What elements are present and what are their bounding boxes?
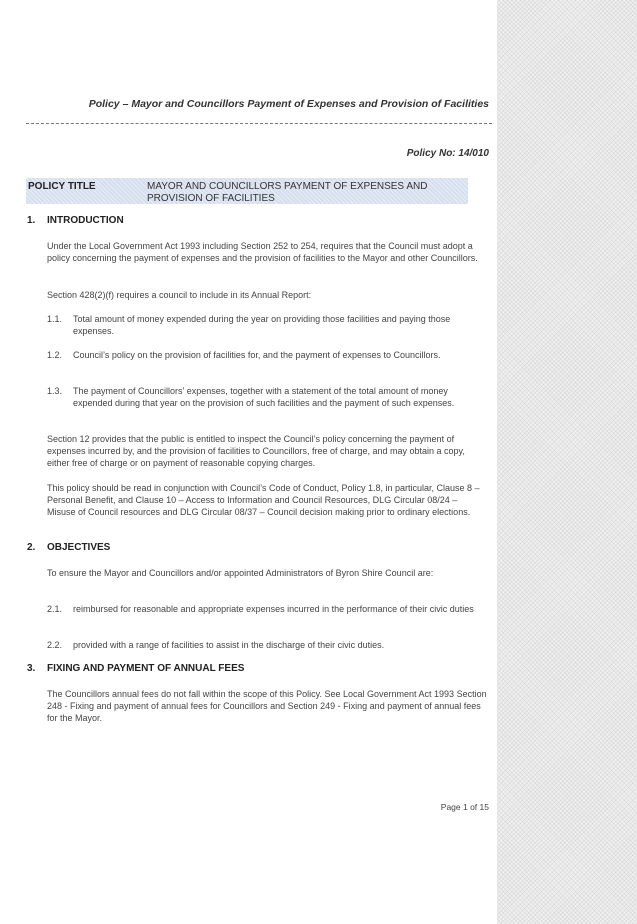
section-heading-fees	[27, 663, 244, 674]
list-item-text: provided with a range of facilities to assist in the discharge of their civic duties.	[73, 640, 385, 650]
section-heading-objectives	[27, 542, 110, 553]
paragraph: Section 428(2)(f) requires a council to include in its Annual Report:	[47, 290, 312, 300]
paragraph: Section 12 provides that the public is entitled to inspect the Council’s policy concerning the payment of expenses incurred by, and the provision of facilities to Councillors, free of charge, and may obtain a copy, either free of charge or on payment of reasonable copying charges.	[47, 434, 465, 468]
policy-title-value: MAYOR AND COUNCILLORS PAYMENT OF EXPENSES AND PROVISION OF FACILITIES	[147, 181, 428, 204]
list-item	[47, 385, 487, 409]
page-number: Page 1 of 15	[440, 802, 489, 812]
paragraph: Under the Local Government Act 1993 including Section 252 to 254, requires that the Council must adopt a policy concerning the payment of expenses and the provision of facilities to the Mayor and other Councillors.	[47, 241, 478, 263]
list-item	[47, 313, 487, 337]
list-item-number: 2.1.	[47, 604, 63, 614]
paragraph: To ensure the Mayor and Councillors and/or appointed Administrators of Byron Shire Council are:	[47, 568, 434, 578]
section-title: OBJECTIVES	[47, 542, 111, 553]
header-divider	[26, 123, 492, 124]
list-item	[47, 639, 487, 651]
paragraph: The Councillors annual fees do not fall within the scope of this Policy. See Local Government Act 1993 Section 248 - Fixing and payment of annual fees for Councillors and Section 249 - Fixing and payment of annual fees for the Mayor.	[47, 689, 487, 723]
list-item-text: Council’s policy on the provision of facilities for, and the payment of expenses to Councillors.	[73, 350, 441, 360]
document-header-title: Policy – Mayor and Councillors Payment of Expenses and Provision of Facilities	[88, 98, 489, 110]
section-title: FIXING AND PAYMENT OF ANNUAL FEES	[47, 663, 245, 674]
list-item-text: The payment of Councillors’ expenses, together with a statement of the total amount of money expended during that year on the provision of such facilities and the payment of such expenses.	[73, 386, 455, 408]
list-item-number: 1.1.	[47, 314, 63, 324]
policy-title-label: POLICY TITLE	[28, 181, 96, 192]
list-item-number: 1.2.	[47, 350, 63, 360]
section-number: 2.	[27, 542, 36, 553]
list-item-number: 2.2.	[47, 640, 63, 650]
section-number: 1.	[27, 215, 36, 226]
policy-number: Policy No: 14/010	[406, 148, 489, 159]
section-title: INTRODUCTION	[47, 215, 124, 226]
section-number: 3.	[27, 663, 36, 674]
list-item-text: reimbursed for reasonable and appropriate expenses incurred in the performance of their civic duties	[73, 604, 474, 614]
list-item	[47, 603, 487, 615]
list-item-text: Total amount of money expended during the year on providing those facilities and paying those expenses.	[73, 314, 451, 336]
margin-strip	[497, 0, 637, 924]
section-heading-introduction	[27, 215, 124, 226]
paragraph: This policy should be read in conjunction with Council’s Code of Conduct, Policy 1.8, in particular, Clause 8 – Personal Benefit, and Clause 10 – Access to Information and Council Resources, DLG Circular 08/24 – Misuse of Council resources and DLG Circular 08/37 – Council decision making prior to ordinary elections.	[47, 483, 480, 517]
list-item-number: 1.3.	[47, 386, 63, 396]
list-item	[47, 349, 487, 361]
